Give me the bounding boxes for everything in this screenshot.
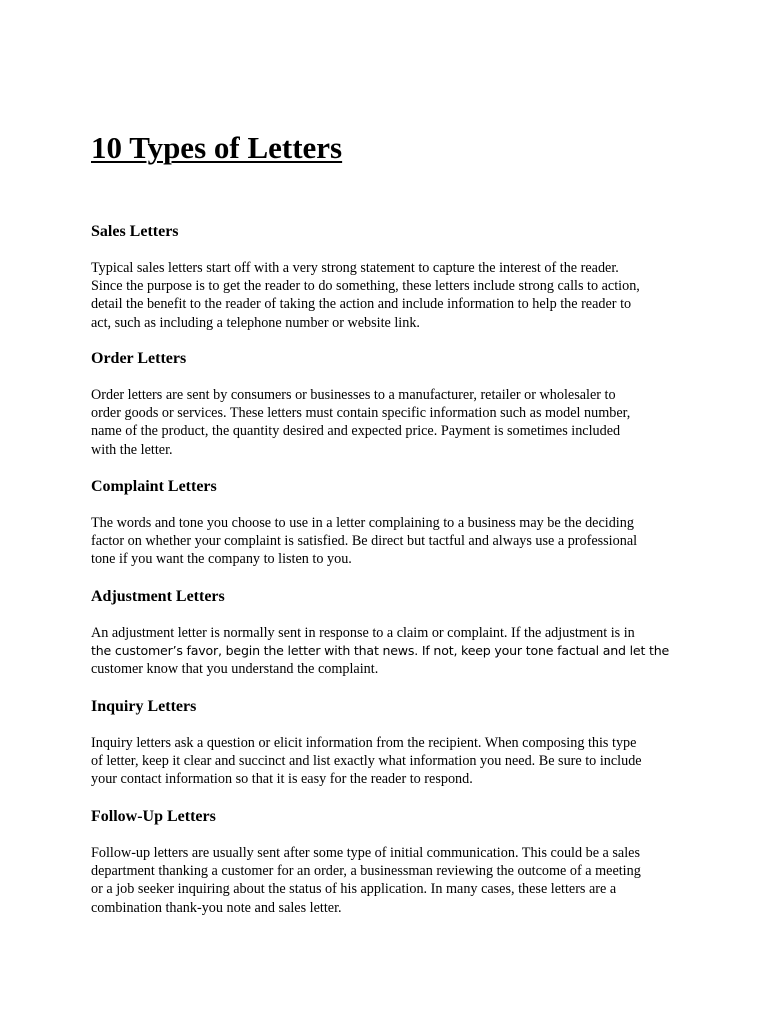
body-line: factor on whether your complaint is satisfied. Be direct but tactful and always use a professional — [91, 533, 638, 550]
body-line: Inquiry letters ask a question or elicit information from the recipient. When composing this type — [91, 735, 637, 751]
body-line: tone if you want the company to listen to you. — [91, 551, 352, 568]
body-line: with the letter. — [91, 441, 173, 458]
body-line: An adjustment letter is normally sent in response to a claim or complaint. If the adjustment is in — [91, 625, 635, 641]
section-heading-sales-letters: Sales Letters — [91, 223, 179, 240]
body-line: the customer’s favor, begin the letter with that news. If not, keep your tone factual and let the — [91, 643, 670, 659]
section-body-sales-letters — [91, 259, 691, 332]
body-line: Order letters are sent by consumers or businesses to a manufacturer, retailer or wholesaler to — [91, 387, 616, 403]
section-heading-complaint-letters: Complaint Letters — [91, 478, 217, 495]
section-body-order-letters — [91, 386, 691, 459]
body-line: or a job seeker inquiring about the status of his application. In many cases, these letters are a — [91, 881, 617, 898]
section-body-inquiry-letters — [91, 734, 691, 789]
section-body-follow-up-letters — [91, 844, 691, 917]
body-line: your contact information so that it is easy for the reader to respond. — [91, 771, 473, 788]
section-body-adjustment-letters — [91, 624, 691, 679]
section-body-complaint-letters — [91, 514, 691, 569]
body-line: of letter, keep it clear and succinct and list exactly what information you need. Be sure to include — [91, 753, 642, 770]
section-heading-inquiry-letters: Inquiry Letters — [91, 698, 197, 715]
body-line: detail the benefit to the reader of taking the action and include information to help the reader to — [91, 296, 632, 313]
body-line: Typical sales letters start off with a very strong statement to capture the interest of the reader. — [91, 260, 619, 276]
body-line: The words and tone you choose to use in a letter complaining to a business may be the deciding — [91, 515, 634, 531]
body-line: name of the product, the quantity desired and expected price. Payment is sometimes included — [91, 423, 621, 440]
body-line: act, such as including a telephone number or website link. — [91, 314, 420, 331]
body-line: combination thank-you note and sales letter. — [91, 899, 342, 916]
document-title: 10 Types of Letters — [91, 130, 343, 165]
body-line: customer know that you understand the complaint. — [91, 661, 379, 678]
section-heading-order-letters: Order Letters — [91, 350, 187, 367]
body-line: Follow-up letters are usually sent after some type of initial communication. This could be a sales — [91, 845, 640, 861]
section-heading-adjustment-letters: Adjustment Letters — [91, 588, 225, 605]
body-line: Since the purpose is to get the reader to do something, these letters include strong calls to action, — [91, 278, 640, 295]
section-heading-follow-up-letters: Follow-Up Letters — [91, 808, 216, 825]
body-line: order goods or services. These letters must contain specific information such as model number, — [91, 405, 631, 422]
body-line: department thanking a customer for an order, a businessman reviewing the outcome of a meeting — [91, 863, 641, 880]
